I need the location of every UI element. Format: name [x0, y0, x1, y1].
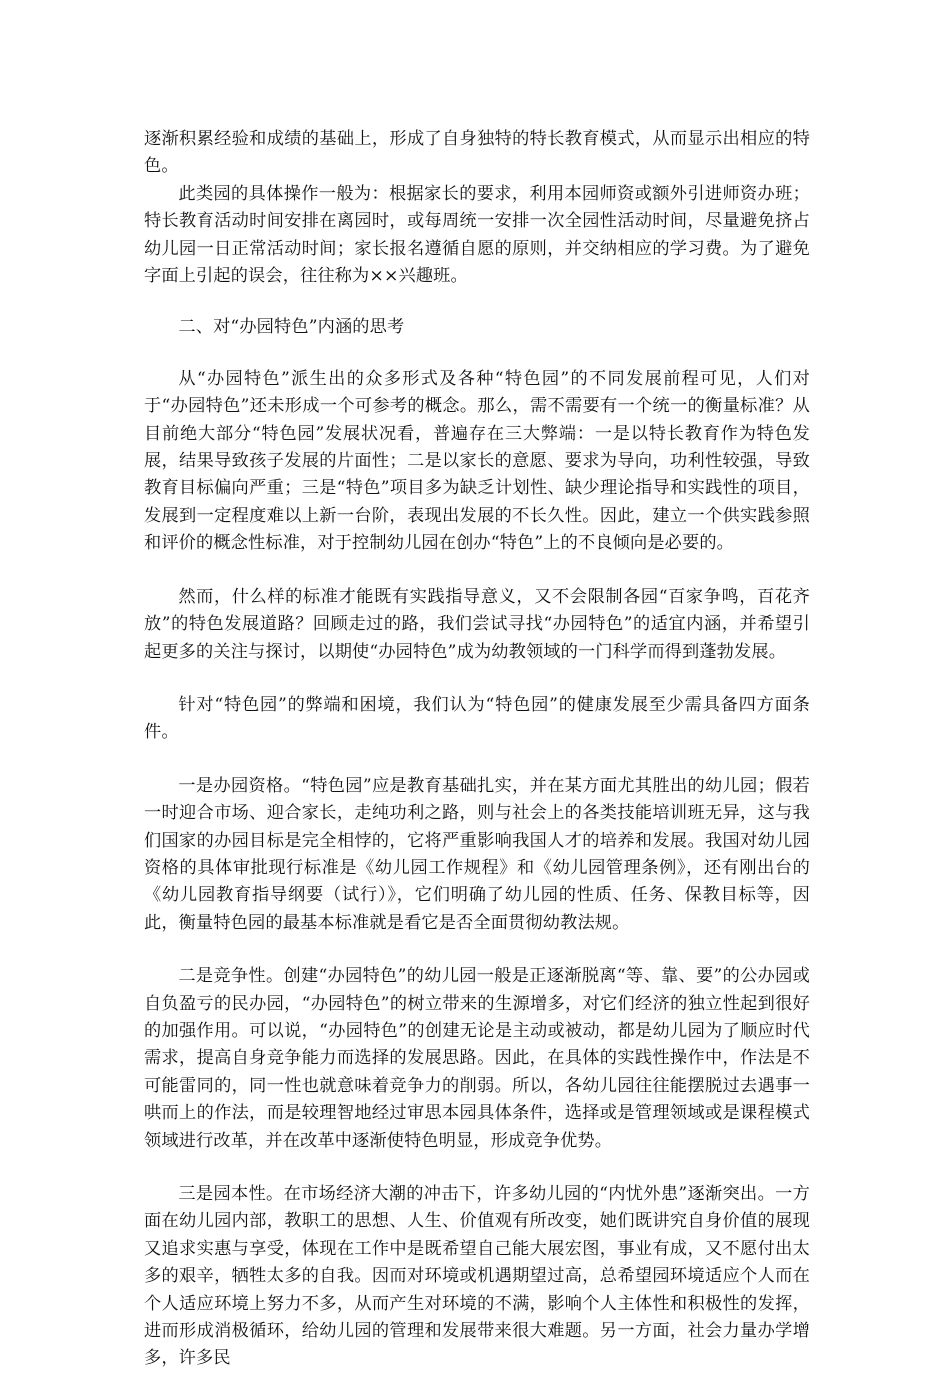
- document-body: [144, 126, 810, 1373]
- section-heading: 二、对“办园特色”内涵的思考: [178, 317, 405, 338]
- paragraph-continued: 逐渐积累经验和成绩的基础上，形成了自身独特的特长教育模式，从而显示出相应的特色。: [144, 129, 810, 177]
- paragraph-qualification: 一是办园资格。“特色园”应是教育基础扎实，并在某方面尤其胜出的幼儿园；假若一时迎合市场、迎合家长，走纯功利之路，则与社会上的各类技能培训班无异，这与我们国家的办园目标是完全相悖的，它将严重影响我国人才的培养和发展。我国对幼儿园资格的具体审批现行标准是《幼儿园工作规程》和《幼儿园管理条例》，还有刚出台的《幼儿园教育指导纲要（试行）》，它们明确了幼儿园的性质、任务、保教目标等，因此，衡量特色园的最基本标准就是看它是否全面贯彻幼教法规。: [144, 775, 810, 933]
- paragraph-conditions: 针对“特色园”的弊端和困境，我们认为“特色园”的健康发展至少需具备四方面条件。: [144, 694, 810, 743]
- paragraph-standard: 然而，什么样的标准才能既有实践指导意义，又不会限制各园“百家争鸣，百花齐放”的特色发展道路？回顾走过的路，我们尝试寻找“办园特色”的适宜内涵，并希望引起更多的关注与探讨，以期使“办园特色”成为幼教领域的一门科学而得到蓬勃发展。: [144, 586, 810, 662]
- paragraph-concept: 从“办园特色”派生出的众多形式及各种“特色园”的不同发展前程可见，人们对于“办园特色”还未形成一个可参考的概念。那么，需不需要有一个统一的衡量标准？从目前绝大部分“特色园”发展状况看，普遍存在三大弊端：一是以特长教育作为特色发展，结果导致孩子发展的片面性；二是以家长的意愿、要求为导向，功利性较强，导致教育目标偏向严重；三是“特色”项目多为缺乏计划性、缺少理论指导和实践性的项目，发展到一定程度难以上新一台阶，表现出发展的不长久性。因此，建立一个供实践参照和评价的概念性标准，对于控制幼儿园在创办“特色”上的不良倾向是必要的。: [144, 368, 810, 554]
- paragraph-interest-class: 此类园的具体操作一般为：根据家长的要求，利用本园师资或额外引进师资办班；特长教育活动时间安排在离园时，或每周统一安排一次全园性活动时间，尽量避免挤占幼儿园一日正常活动时间；家长报名遵循自愿的原则，并交纳相应的学习费。为了避免字面上引起的误会，往往称为××兴趣班。: [144, 183, 810, 287]
- paragraph-school-based: 三是园本性。在市场经济大潮的冲击下，许多幼儿园的“内忧外患”逐渐突出。一方面在幼儿园内部，教职工的思想、人生、价值观有所改变，她们既讲究自身价值的展现又追求实惠与享受，体现在工作中是既希望自己能大展宏图，事业有成，又不愿付出太多的艰辛，牺牲太多的自我。因而对环境或机遇期望过高，总希望园环境适应个人而在个人适应环境上努力不多，从而产生对环境的不满，影响个人主体性和积极性的发挥，进而形成消极循环，给幼儿园的管理和发展带来很大难题。另一方面，社会力量办学增多，许多民: [144, 1184, 810, 1369]
- paragraph-competitiveness: 二是竞争性。创建“办园特色”的幼儿园一般是正逐渐脱离“等、靠、要”的公办园或自负盈亏的民办园，“办园特色”的树立带来的生源增多，对它们经济的独立性起到很好的加强作用。可以说，“办园特色”的创建无论是主动或被动，都是幼儿园为了顺应时代需求，提高自身竞争能力而选择的发展思路。因此，在具体的实践性操作中，作法是不可能雷同的，同一性也就意味着竞争力的削弱。所以，各幼儿园往往能摆脱过去遇事一哄而上的作法，而是较理智地经过审思本园具体条件，选择或是管理领域或是课程模式领域进行改革，并在改革中逐渐使特色明显，形成竞争优势。: [144, 966, 810, 1151]
